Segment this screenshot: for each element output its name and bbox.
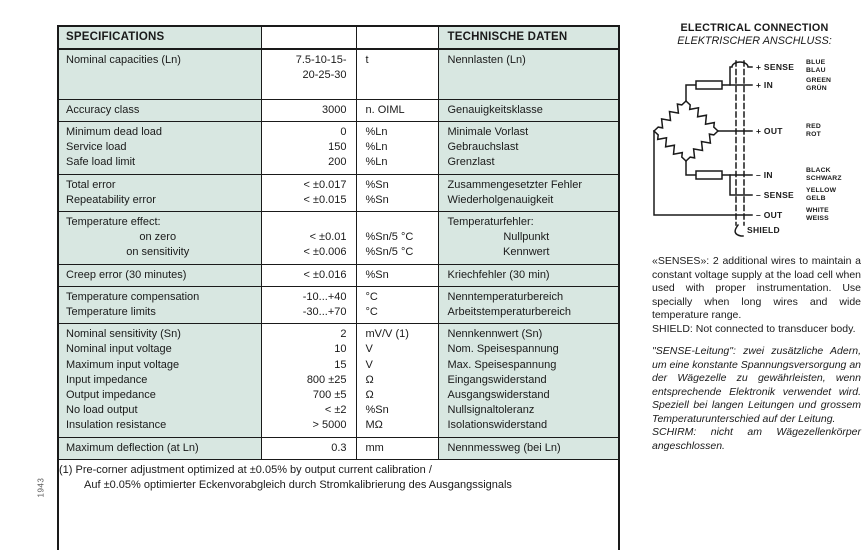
spec-line: 800 ±25	[306, 373, 347, 386]
footnote-line-de: Auf ±0.05% optimierter Eckenvorabgleich durch Stromkalibrierung des Ausgangssignals	[84, 479, 512, 492]
wire-color-line: BLUE	[806, 58, 826, 66]
wire-color-label	[806, 59, 826, 76]
spec-value	[261, 174, 356, 211]
spec-line: Isolationswiderstand	[447, 419, 548, 432]
wire-minus-sense	[730, 175, 752, 195]
spec-label-en	[58, 286, 261, 323]
wire-color-label	[806, 187, 836, 204]
spec-line: Total error	[66, 178, 116, 191]
spec-unit	[356, 211, 438, 264]
spec-label-de	[438, 211, 619, 264]
spec-label-en	[58, 99, 261, 121]
table-header-row	[58, 26, 619, 49]
spec-line: Max. Speisespannung	[447, 358, 557, 371]
spec-line: 15	[334, 358, 347, 371]
resistor-minus-in	[696, 171, 722, 179]
spec-line: Gebrauchslast	[447, 141, 519, 154]
spec-line: 2	[340, 328, 347, 341]
spec-row	[58, 121, 619, 174]
terminal-label: – OUT	[756, 210, 783, 220]
bridge-resistor-bottom-left	[654, 131, 686, 161]
spec-line: %Sn	[365, 193, 389, 206]
spec-row	[58, 211, 619, 264]
panel-subtitle: ELEKTRISCHER ANSCHLUSS:	[677, 35, 832, 47]
spec-line: Service load	[66, 141, 127, 154]
spec-line: Maximum input voltage	[66, 358, 180, 371]
spec-line: No load output	[66, 404, 138, 417]
spec-label-de	[438, 121, 619, 174]
spec-line: -30...+70	[302, 305, 347, 318]
wire-plus-sense	[730, 62, 752, 85]
spec-line: n. OIML	[365, 103, 405, 116]
spec-line: Nominal capacities (Ln)	[66, 54, 181, 67]
spec-line: Insulation resistance	[66, 419, 167, 432]
spec-line: %Ln	[365, 156, 388, 169]
spec-line: Safe load limit	[66, 156, 136, 169]
spec-line: Kriechfehler (30 min)	[447, 268, 550, 281]
spec-value	[261, 286, 356, 323]
bridge-resistor-top-left	[654, 101, 686, 131]
resistor-plus-in	[696, 81, 722, 89]
spec-line: °C	[365, 290, 378, 303]
wire-color-line: BLAU	[806, 67, 826, 74]
spec-line: 150	[328, 141, 347, 154]
spec-line: Zusammengesetzter Fehler	[447, 178, 582, 191]
spec-line: Wiederholgenauigkeit	[447, 193, 554, 206]
wire-color-line: ROT	[806, 131, 821, 138]
spec-line: on sensitivity	[126, 246, 190, 259]
spec-line: Temperature compensation	[66, 290, 200, 303]
spec-label-de	[438, 437, 619, 459]
electrical-connection-panel	[648, 22, 861, 453]
table-header-de: TECHNISCHE DATEN	[447, 31, 568, 43]
spec-line: %Sn/5 °C	[365, 231, 414, 244]
spec-line: mV/V (1)	[365, 328, 409, 341]
footnote-line-en: (1) Pre-corner adjustment optimized at ±0.05% by output current calibration /	[59, 463, 432, 476]
spec-line: Nullpunkt	[503, 231, 550, 244]
spec-line: V	[365, 343, 373, 356]
spec-line: Ausgangswiderstand	[447, 388, 550, 401]
spec-line: Nennmessweg (bei Ln)	[447, 441, 561, 454]
spec-line: Nullsignaltoleranz	[447, 404, 535, 417]
spec-line: Nominal sensitivity (Sn)	[66, 328, 181, 341]
spec-line: Nennkennwert (Sn)	[447, 328, 543, 341]
spec-line: MΩ	[365, 419, 383, 432]
table-header-en: SPECIFICATIONS	[66, 31, 165, 43]
wire-color-line: WEISS	[806, 215, 829, 222]
spec-line: 0.3	[331, 441, 347, 454]
spec-line: %Sn	[365, 268, 389, 281]
spec-label-en	[58, 174, 261, 211]
table-header-empty-cell	[261, 26, 356, 49]
spec-label-en	[58, 211, 261, 264]
spec-line: Output impedance	[66, 388, 156, 401]
spec-line: Repeatability error	[66, 193, 156, 206]
spec-unit	[356, 286, 438, 323]
spec-row	[58, 437, 619, 459]
table-header-en-cell	[58, 26, 261, 49]
bridge-resistor-bottom-right	[686, 131, 718, 161]
spec-line: < ±0.015	[303, 193, 347, 206]
spec-line: Nenntemperaturbereich	[447, 290, 564, 303]
spec-value	[261, 211, 356, 264]
wire-color-line: RED	[806, 122, 821, 130]
spec-line: < ±0.016	[303, 268, 347, 281]
wire-color-line: BLACK	[806, 166, 831, 174]
spec-label-en	[58, 49, 261, 99]
table-header-de-cell	[438, 26, 619, 49]
note-sense-de: "SENSE-Leitung": zwei zusätzliche Adern, um eine konstante Spannungsversorgung an der Wägezelle zu gewährleisten, wenn entsprechende Elektronik verwendet wird. Speziell bei langen Leitungen und grossem Temperaturunterschied auf der Leitung.	[652, 345, 861, 425]
spec-line	[262, 215, 356, 230]
spec-unit	[356, 264, 438, 286]
wire-color-line: SCHWARZ	[806, 175, 842, 182]
spec-unit	[356, 99, 438, 121]
bridge-circuit-diagram	[648, 49, 861, 245]
specifications-table	[57, 25, 620, 550]
spec-row	[58, 99, 619, 121]
spec-line: 200	[328, 156, 347, 169]
panel-title: ELECTRICAL CONNECTION	[680, 22, 829, 34]
wire-color-label	[806, 167, 842, 184]
spec-line: Nom. Speisespannung	[447, 343, 559, 356]
spec-line: Nennlasten (Ln)	[447, 54, 526, 67]
spec-line: Nominal input voltage	[66, 343, 172, 356]
spec-line: < ±0.017	[303, 178, 347, 191]
spec-line: 10	[334, 343, 347, 356]
spec-label-de	[438, 174, 619, 211]
spec-line: Kennwert	[503, 246, 550, 259]
spec-line: 20-25-30	[302, 69, 347, 82]
wire-color-label	[806, 77, 831, 94]
spec-line: Accuracy class	[66, 103, 140, 116]
spec-value	[261, 264, 356, 286]
wire-color-line: YELLOW	[806, 186, 837, 194]
spec-line: Temperaturfehler:	[447, 215, 534, 228]
wire-color-line: GRÜN	[806, 85, 827, 92]
spec-value	[261, 49, 356, 99]
spec-line: Maximum deflection (at Ln)	[66, 441, 199, 454]
wire-color-label	[806, 123, 821, 140]
note-schirm-de: SCHIRM: nicht am Wägezellenkörper angeschlossen.	[652, 426, 861, 452]
spec-unit	[356, 49, 438, 99]
terminal-label: + IN	[756, 80, 774, 90]
spec-value	[261, 99, 356, 121]
spec-line: %Ln	[365, 125, 388, 138]
spec-label-en	[58, 264, 261, 286]
spec-line: Grenzlast	[447, 156, 495, 169]
footnote-cell	[58, 459, 619, 550]
spec-line: Creep error (30 minutes)	[66, 268, 187, 281]
table-header-empty-cell	[356, 26, 438, 49]
spec-line: °C	[365, 305, 378, 318]
terminal-label: SHIELD	[747, 225, 780, 235]
spec-unit	[356, 174, 438, 211]
spec-label-de	[438, 49, 619, 99]
side-code: 1943	[36, 477, 46, 498]
spec-line	[357, 215, 438, 230]
spec-row	[58, 264, 619, 286]
spec-line: %Sn	[365, 404, 389, 417]
wire-color-label	[806, 207, 829, 224]
spec-label-de	[438, 286, 619, 323]
spec-label-en	[58, 324, 261, 437]
spec-label-de	[438, 99, 619, 121]
spec-line: 3000	[322, 103, 347, 116]
spec-line: -10...+40	[302, 290, 347, 303]
spec-line: Minimale Vorlast	[447, 125, 529, 138]
spec-line: Arbeitstemperaturbereich	[447, 305, 572, 318]
spec-line: 0	[340, 125, 347, 138]
spec-label-en	[58, 437, 261, 459]
spec-line: t	[365, 54, 369, 67]
spec-value	[261, 324, 356, 437]
terminal-label: – IN	[756, 170, 773, 180]
note-shield-en: SHIELD: Not connected to transducer body.	[652, 322, 856, 335]
wire-color-line: GREEN	[806, 76, 832, 84]
spec-row	[58, 49, 619, 99]
spec-line: Input impedance	[66, 373, 148, 386]
spec-line: < ±2	[324, 404, 347, 417]
bridge-resistor-top-right	[686, 101, 718, 131]
spec-label-de	[438, 264, 619, 286]
spec-row	[58, 286, 619, 323]
wire-color-line: WHITE	[806, 206, 829, 214]
note-senses-en: «SENSES»: 2 additional wires to maintain a constant voltage supply at the load cell when used with proper instrumentation. Use specially when long wires and wide temperature range.	[652, 255, 861, 321]
spec-line: Minimum dead load	[66, 125, 162, 138]
spec-line: 700 ±5	[312, 388, 347, 401]
spec-line: mm	[365, 441, 384, 454]
wire-color-line: GELB	[806, 195, 826, 202]
spec-line: > 5000	[312, 419, 347, 432]
spec-row	[58, 174, 619, 211]
spec-line: %Ln	[365, 141, 388, 154]
spec-label-de	[438, 324, 619, 437]
spec-line: V	[365, 358, 373, 371]
spec-unit	[356, 324, 438, 437]
spec-unit	[356, 437, 438, 459]
spec-unit	[356, 121, 438, 174]
spec-value	[261, 437, 356, 459]
terminal-label: – SENSE	[756, 190, 795, 200]
spec-row	[58, 324, 619, 437]
terminal-label: + SENSE	[756, 62, 795, 72]
spec-line: 7.5-10-15-	[295, 54, 347, 67]
spec-line: < ±0.006	[303, 246, 347, 259]
terminal-label: + OUT	[756, 126, 783, 136]
spec-line: < ±0.01	[309, 231, 347, 244]
shield-lead	[735, 225, 743, 236]
spec-value	[261, 121, 356, 174]
spec-line: Ω	[365, 373, 374, 386]
spec-line: Ω	[365, 388, 374, 401]
spec-line: %Sn/5 °C	[365, 246, 414, 259]
spec-line: Temperature effect:	[66, 215, 161, 228]
spec-line: Eingangswiderstand	[447, 373, 547, 386]
spec-line: on zero	[139, 231, 177, 244]
spec-line: %Sn	[365, 178, 389, 191]
spec-line: Genauigkeitsklasse	[447, 103, 543, 116]
spec-line: Temperature limits	[66, 305, 156, 318]
footnote-row	[58, 459, 619, 550]
spec-label-en	[58, 121, 261, 174]
